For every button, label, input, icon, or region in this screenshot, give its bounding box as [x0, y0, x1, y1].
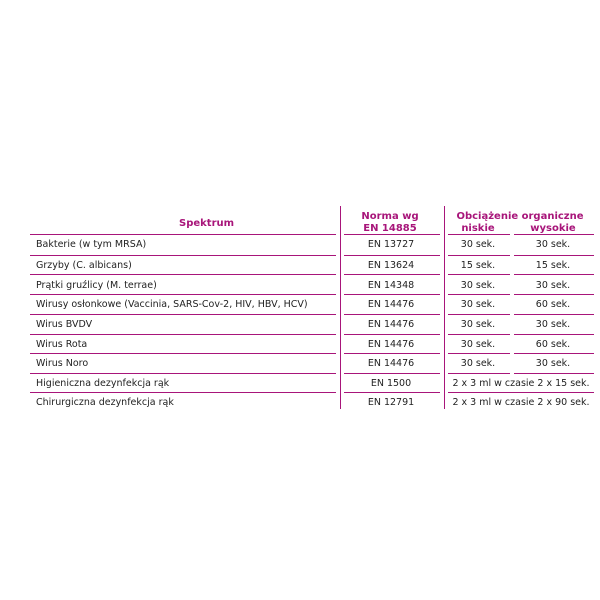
row-high: 30 sek.: [535, 280, 571, 291]
row-divider-norm: [344, 334, 440, 335]
row-divider-low: [448, 353, 510, 354]
row-divider-spectrum: [30, 373, 336, 374]
row-divider-high: [514, 294, 594, 295]
row-divider-spectrum: [30, 274, 336, 275]
row-norm: EN 14348: [367, 280, 415, 291]
row-divider-norm: [344, 353, 440, 354]
row-divider-low: [448, 255, 510, 256]
header-divider-high: [514, 234, 594, 235]
row-spectrum: Wirus Noro: [36, 358, 89, 369]
row-spectrum: Grzyby (C. albicans): [36, 260, 132, 271]
row-divider-spectrum: [30, 294, 336, 295]
row-divider-high: [514, 353, 594, 354]
row-spectrum: Wirus Rota: [36, 339, 88, 350]
row-combined: 2 x 3 ml w czasie 2 x 90 sek.: [452, 397, 590, 408]
header-high: wysokie: [530, 223, 576, 234]
row-norm: EN 14476: [367, 299, 415, 310]
row-low: 30 sek.: [460, 319, 496, 330]
row-divider-spectrum: [30, 334, 336, 335]
row-divider-low: [448, 373, 510, 374]
row-low: 15 sek.: [460, 260, 496, 271]
column-divider-2: [444, 206, 445, 409]
row-divider-spectrum: [30, 314, 336, 315]
header-divider-low: [448, 234, 510, 235]
row-norm: EN 13727: [367, 239, 415, 250]
row-high: 30 sek.: [535, 358, 571, 369]
header-norm-line1: Norma wg: [361, 211, 419, 222]
row-divider-norm: [344, 294, 440, 295]
row-spectrum: Wirus BVDV: [36, 319, 93, 330]
row-divider-combined: [448, 392, 594, 393]
row-high: 60 sek.: [535, 299, 571, 310]
row-divider-high: [514, 373, 594, 374]
row-spectrum: Prątki gruźlicy (M. terrae): [36, 280, 157, 291]
row-divider-high: [514, 274, 594, 275]
row-divider-spectrum: [30, 392, 336, 393]
row-spectrum: Wirusy osłonkowe (Vaccinia, SARS-Cov-2, HIV, HBV, HCV): [36, 299, 308, 310]
row-high: 60 sek.: [535, 339, 571, 350]
header-organic-load: Obciążenie organiczne: [456, 211, 584, 222]
header-spectrum: Spektrum: [179, 218, 235, 229]
row-low: 30 sek.: [460, 239, 496, 250]
row-high: 30 sek.: [535, 239, 571, 250]
row-low: 30 sek.: [460, 339, 496, 350]
row-divider-low: [448, 294, 510, 295]
row-divider-spectrum: [30, 255, 336, 256]
row-divider-norm: [344, 392, 440, 393]
header-low: niskie: [461, 223, 495, 234]
row-low: 30 sek.: [460, 280, 496, 291]
row-spectrum: Bakterie (w tym MRSA): [36, 239, 147, 250]
row-combined: 2 x 3 ml w czasie 2 x 15 sek.: [452, 378, 590, 389]
row-divider-norm: [344, 255, 440, 256]
row-divider-spectrum: [30, 353, 336, 354]
row-high: 30 sek.: [535, 319, 571, 330]
row-norm: EN 14476: [367, 358, 415, 369]
row-norm: EN 12791: [367, 397, 415, 408]
row-norm: EN 14476: [367, 339, 415, 350]
row-divider-low: [448, 334, 510, 335]
header-divider-norm: [344, 234, 440, 235]
row-norm: EN 13624: [367, 260, 415, 271]
row-divider-norm: [344, 373, 440, 374]
row-low: 30 sek.: [460, 358, 496, 369]
row-divider-norm: [344, 274, 440, 275]
row-divider-high: [514, 334, 594, 335]
row-norm: EN 14476: [367, 319, 415, 330]
row-high: 15 sek.: [535, 260, 571, 271]
row-spectrum: Higieniczna dezynfekcja rąk: [36, 378, 170, 389]
row-divider-norm: [344, 314, 440, 315]
row-norm: EN 1500: [370, 378, 412, 389]
row-divider-low: [448, 314, 510, 315]
header-norm-line2: EN 14885: [363, 223, 417, 234]
header-divider-spectrum: [30, 234, 336, 235]
row-divider-high: [514, 255, 594, 256]
row-spectrum: Chirurgiczna dezynfekcja rąk: [36, 397, 174, 408]
row-divider-high: [514, 314, 594, 315]
row-divider-low: [448, 274, 510, 275]
row-low: 30 sek.: [460, 299, 496, 310]
